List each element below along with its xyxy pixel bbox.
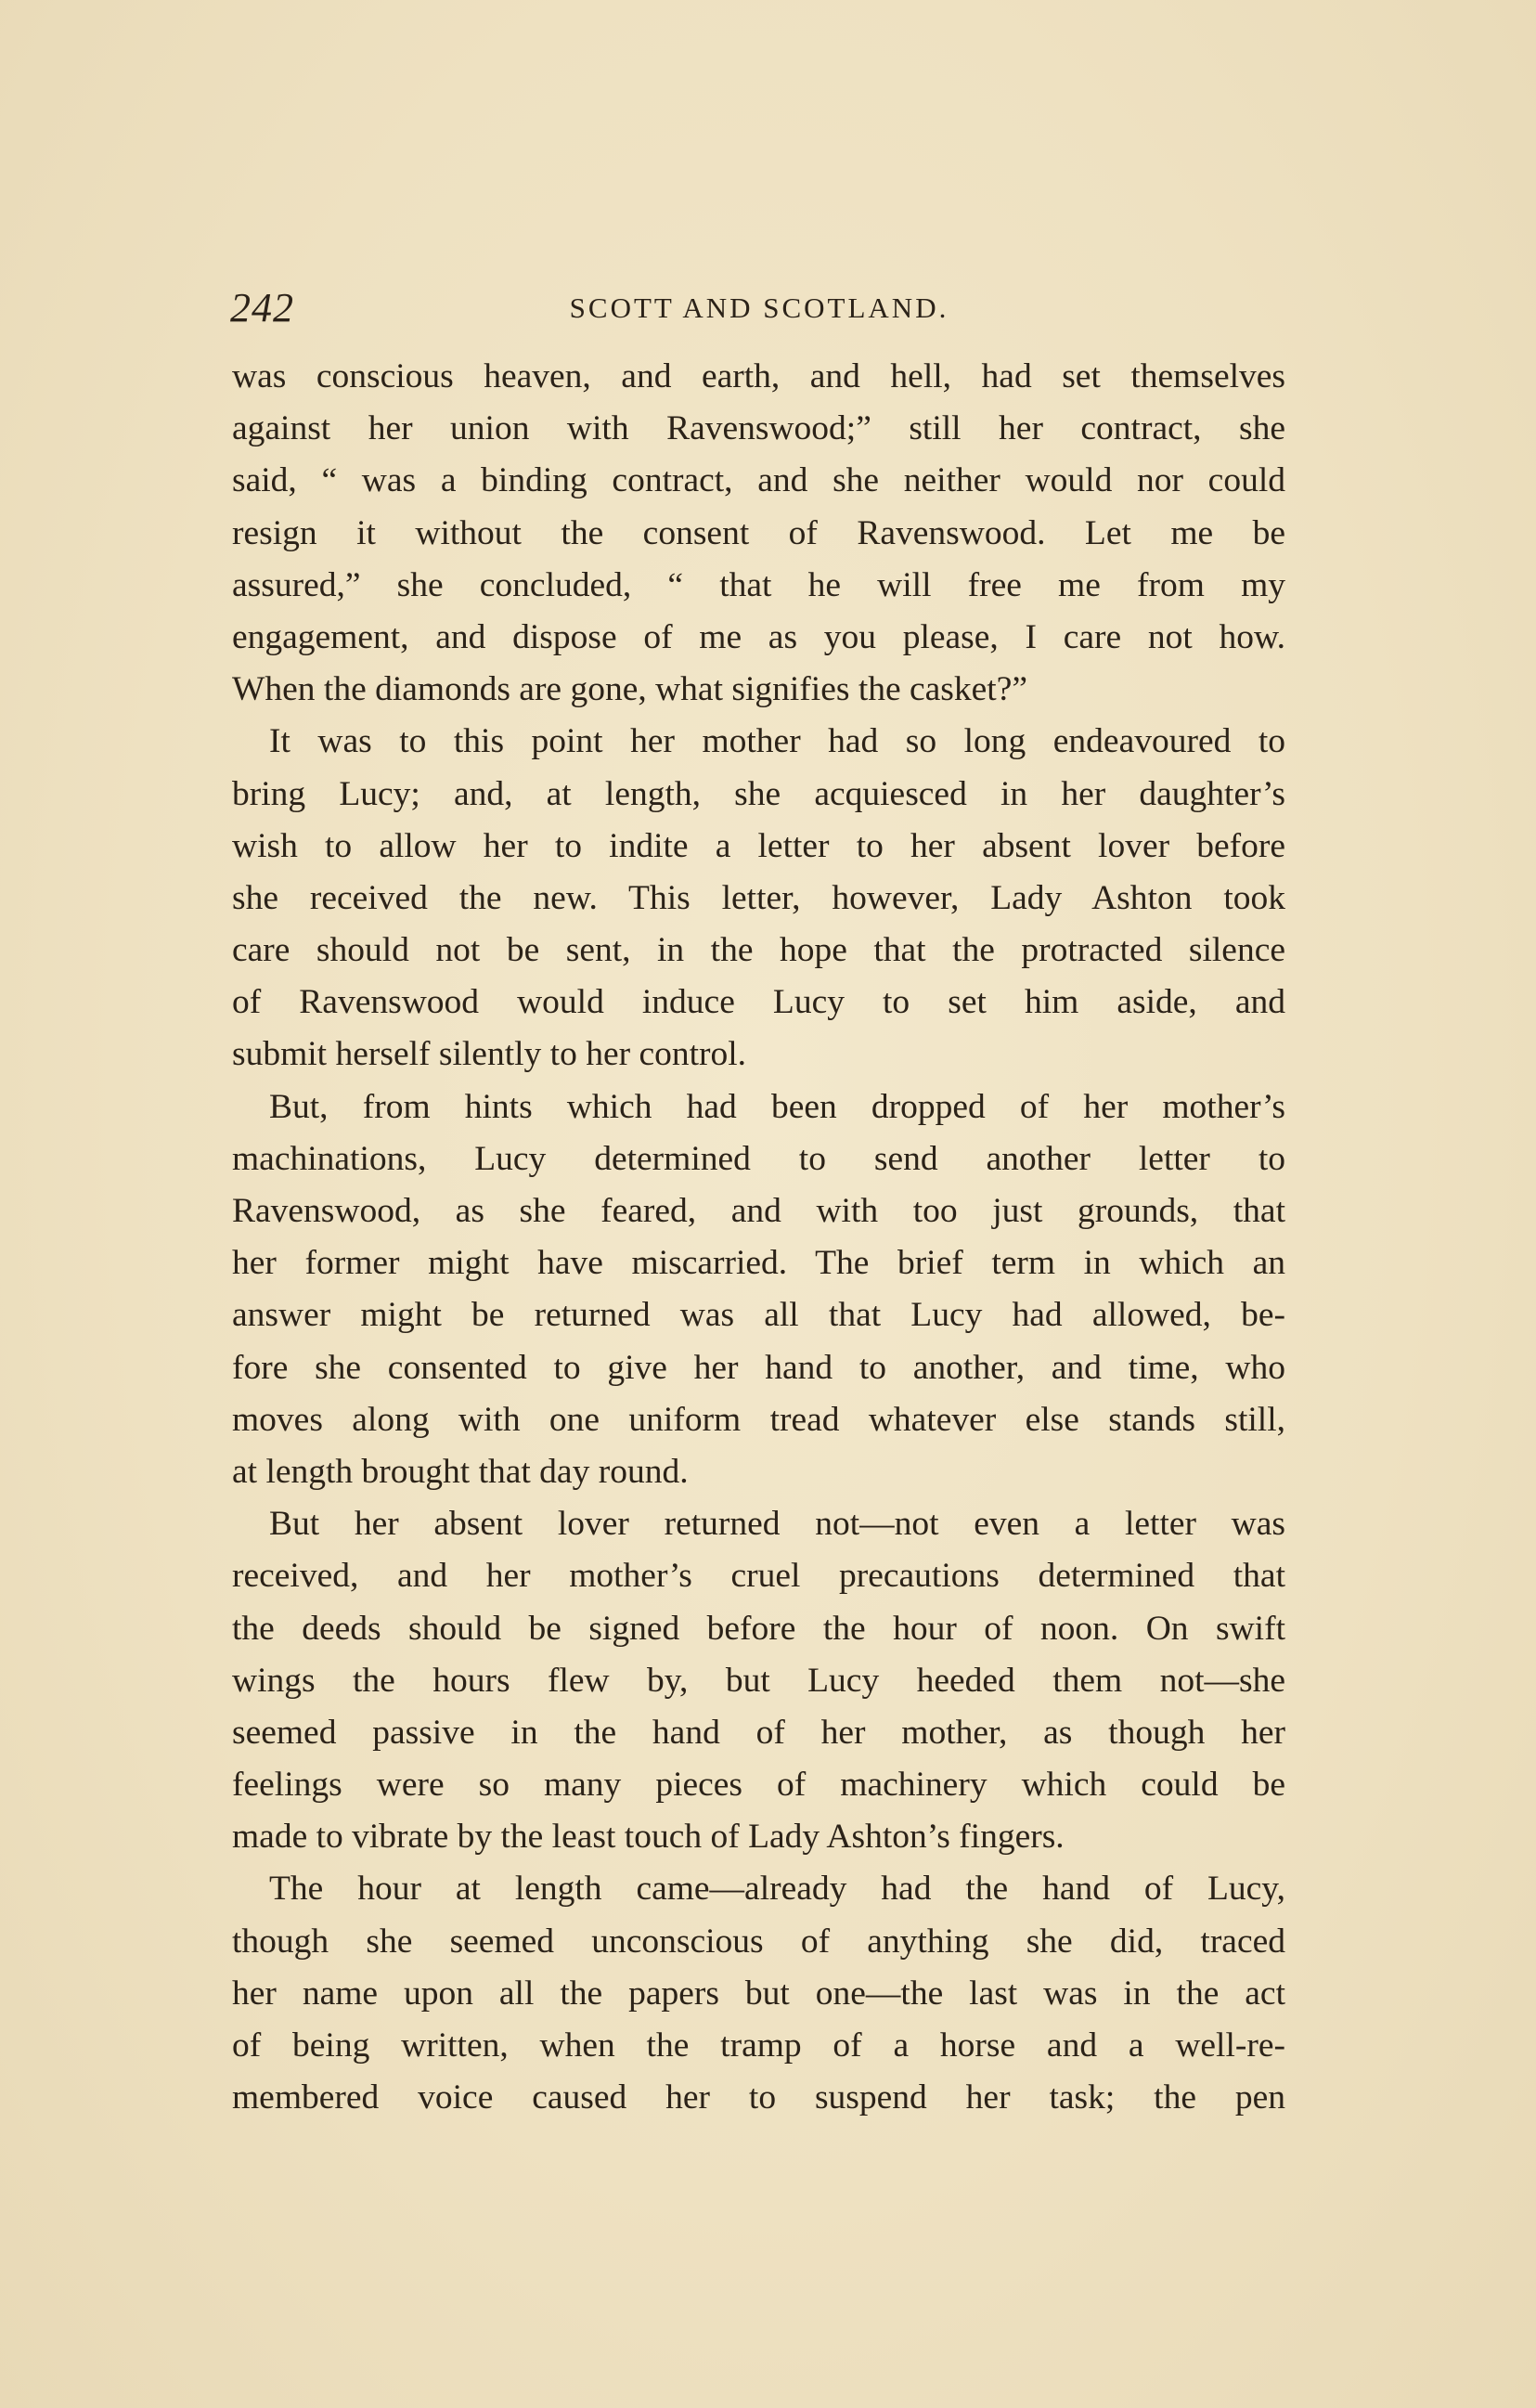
text-line: It was to this point her mother had so long endeavoured to <box>269 722 1285 761</box>
text-line: she received the new. This letter, however, Lady Ashton took <box>232 878 1285 917</box>
text-line: resign it without the consent of Ravenswood. Let me be <box>232 513 1285 552</box>
page-number: 242 <box>230 285 294 330</box>
text-line: of Ravenswood would induce Lucy to set him aside, and <box>232 983 1285 1022</box>
text-line: fore she consented to give her hand to another, and time, who <box>232 1348 1285 1387</box>
text-line: received, and her mother’s cruel precautions determined that <box>232 1557 1285 1596</box>
text-line: feelings were so many pieces of machinery which could be <box>232 1766 1285 1805</box>
text-line: submit herself silently to her control. <box>232 1035 747 1074</box>
text-line: care should not be sent, in the hope that the protracted silence <box>232 931 1285 970</box>
body-text <box>232 351 1285 2124</box>
text-line: bring Lucy; and, at length, she acquiesced in her daughter’s <box>232 774 1285 813</box>
text-line: membered voice caused her to suspend her task; the pen <box>232 2078 1285 2117</box>
text-line: made to vibrate by the least touch of Lady Ashton’s fingers. <box>232 1818 1065 1857</box>
text-line: assured,” she concluded, “ that he will free me from my <box>232 565 1285 604</box>
text-line: her name upon all the papers but one—the last was in the act <box>232 1974 1285 2013</box>
text-line: But her absent lover returned not—not even a letter was <box>269 1505 1285 1544</box>
text-line: Ravenswood, as she feared, and with too just grounds, that <box>232 1192 1285 1230</box>
text-line: engagement, and dispose of me as you please, I care not how. <box>232 617 1285 656</box>
running-head: SCOTT AND SCOTLAND. <box>569 291 949 324</box>
text-line: though she seemed unconscious of anything she did, traced <box>232 1922 1285 1961</box>
text-line: The hour at length came—already had the hand of Lucy, <box>269 1870 1285 1909</box>
text-line: seemed passive in the hand of her mother, as though her <box>232 1713 1285 1752</box>
text-line: of being written, when the tramp of a horse and a well-re- <box>232 2026 1285 2065</box>
page-header <box>230 278 1288 343</box>
text-line: moves along with one uniform tread whatever else stands still, <box>232 1400 1285 1439</box>
text-line: But, from hints which had been dropped of her mother’s <box>269 1087 1285 1126</box>
text-line: wings the hours flew by, but Lucy heeded them not—she <box>232 1661 1285 1700</box>
text-line: wish to allow her to indite a letter to her absent lover before <box>232 826 1285 865</box>
text-line: was conscious heaven, and earth, and hell, had set themselves <box>232 357 1285 395</box>
text-line: When the diamonds are gone, what signifies the casket?” <box>232 670 1027 709</box>
text-line: answer might be returned was all that Lucy had allowed, be- <box>232 1296 1285 1335</box>
text-line: the deeds should be signed before the hour of noon. On swift <box>232 1609 1285 1648</box>
text-line: at length brought that day round. <box>232 1452 689 1491</box>
text-line: machinations, Lucy determined to send another letter to <box>232 1139 1285 1178</box>
text-line: against her union with Ravenswood;” still her contract, she <box>232 409 1285 448</box>
text-line: her former might have miscarried. The brief term in which an <box>232 1244 1285 1283</box>
text-line: said, “ was a binding contract, and she neither would nor could <box>232 461 1285 500</box>
